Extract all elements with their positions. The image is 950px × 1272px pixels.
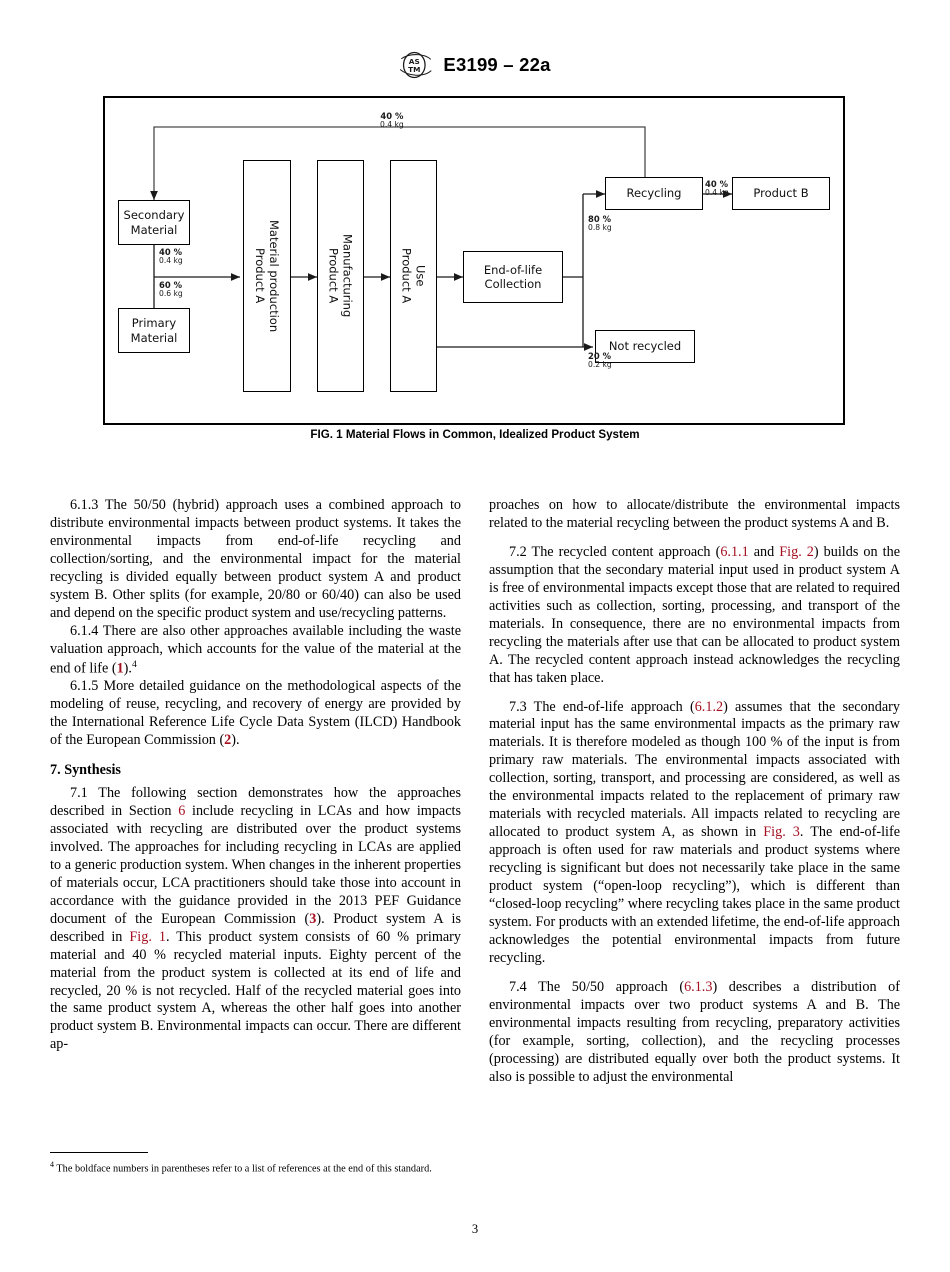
svg-text:TM: TM bbox=[408, 64, 421, 74]
to-not-recycled-kg: 0.2 kg bbox=[588, 360, 612, 370]
reference-link-fig-2[interactable]: Fig. 2 bbox=[779, 543, 814, 560]
flow-label-to-recycling bbox=[588, 215, 612, 233]
paragraph-7-3-text-c: . The end-of-life approach is often used for raw materials and product systems where recycling is significant but does not necessarily take place in the same product system (“open-loop recycling”), which is different than “closed-loop recycling” where recycling takes place in the same product system. For products with an extended lifetime, the end-of-life approach acknowledges the potential environmental impacts from future recycling. bbox=[489, 824, 900, 966]
reference-link-section-6[interactable]: 6 bbox=[178, 802, 186, 819]
reference-link-1[interactable]: 1 bbox=[116, 660, 124, 677]
loop-back-kg: 0.4 kg bbox=[380, 120, 404, 130]
paragraph-6-1-4 bbox=[50, 623, 461, 679]
use-line1: Use bbox=[413, 265, 428, 287]
paragraph-7-1-text-c: ). Product system A is described in bbox=[50, 910, 461, 945]
figure-1-caption: FIG. 1 Material Flows in Common, Idealized Product System bbox=[310, 428, 640, 441]
node-use bbox=[390, 160, 437, 392]
paragraph-7-1-text-d: . This product system consists of 60 % primary material and 40 % recycled material inputs. Eighty percent of the material from the product system is collected at its end of life and recycled, 20 % is not recycled. Half of the recycled material goes into the same product system A, whereas the other half goes into another product system B. Environmental impacts can occur. There are different ap- bbox=[50, 928, 461, 1053]
material-production-line2: Product A bbox=[253, 248, 267, 304]
secondary-material-line2: Material bbox=[130, 222, 178, 237]
recycling-to-b-pct: 40 % bbox=[705, 179, 728, 189]
primary-material-line2: Material bbox=[130, 330, 178, 345]
reference-link-6-1-3[interactable]: 6.1.3 bbox=[684, 978, 713, 995]
recycling-to-b-kg: 0.4 kg bbox=[705, 188, 729, 198]
flow-label-recycling-to-product-b bbox=[705, 180, 729, 198]
document-header bbox=[0, 50, 950, 80]
paragraph-7-2-text-a: 7.2 The recycled content approach ( bbox=[509, 543, 721, 560]
svg-text:AS: AS bbox=[409, 56, 421, 66]
secondary-material-line1: Secondary bbox=[123, 208, 185, 223]
secondary-in-kg: 0.4 kg bbox=[159, 256, 183, 266]
paragraph-6-1-5-text-b: ). bbox=[231, 732, 240, 749]
paragraph-7-1 bbox=[50, 785, 461, 1054]
manufacturing-line2: Product A bbox=[326, 248, 341, 304]
paragraph-6-1-4-text-a: 6.1.4 There are also other approaches available including the waste valuation approach, which accounts for the value of the material at the end of life ( bbox=[50, 622, 461, 677]
manufacturing-line1: Manufacturing bbox=[340, 234, 355, 318]
paragraph-7-4 bbox=[489, 979, 900, 1087]
paragraph-7-4-text-b: ) describes a distribution of environmental impacts over two product systems A and B. The environmental impacts resulting from recycling, preparatory activities (for example, sorting, collection), and the recycling processes (processing) are distributed equally over both the product systems. It also is possible to adjust the environmental bbox=[489, 978, 900, 1085]
secondary-in-pct: 40 % bbox=[159, 247, 182, 257]
footnote-divider bbox=[50, 1152, 148, 1153]
node-recycling bbox=[605, 177, 703, 210]
primary-material-line1: Primary bbox=[131, 316, 177, 331]
paragraph-7-2 bbox=[489, 544, 900, 688]
eol-line2: Collection bbox=[484, 277, 542, 291]
body-right-column bbox=[489, 497, 900, 1087]
loop-back-pct: 40 % bbox=[380, 111, 404, 121]
product-b-label: Product B bbox=[753, 186, 809, 201]
footnote-text: The boldface numbers in parentheses refer to a list of references at the end of this standard. bbox=[54, 1163, 432, 1175]
node-product-b bbox=[732, 177, 830, 210]
paragraph-7-3-text-b: ) assumes that the secondary material input has the same environmental impacts as the primary raw materials. It is therefore modeled as though 100 % of the input is from primary raw materials. The environmental impacts associated with collection, sorting, transport, and processing are considered, as well as the environmental impacts related to the replacement of primary raw materials with recycled materials. All impacts related to recycling are allocated to product system A, as shown in bbox=[489, 698, 900, 841]
reference-link-2[interactable]: 2 bbox=[224, 732, 232, 749]
flow-label-primary-input bbox=[159, 281, 183, 299]
primary-in-pct: 60 % bbox=[159, 280, 182, 290]
paragraph-6-1-5 bbox=[50, 678, 461, 750]
primary-in-kg: 0.6 kg bbox=[159, 289, 183, 299]
node-manufacturing bbox=[317, 160, 364, 392]
flow-label-secondary-input bbox=[159, 248, 183, 266]
flow-label-to-not-recycled bbox=[588, 352, 612, 370]
paragraph-7-2-text-b: ) builds on the assumption that the secondary material input used in product system A is free of environmental impacts except those that are related to required activities such as collection, sorting, processing, and transport of the materials. In consequence, there are no environmental impacts from recycling the materials after use that can be allocated to product system A. The recycled content approach instead acknowledges the recycling that has taken place. bbox=[489, 543, 900, 686]
paragraph-7-1-text-b: include recycling in LCAs and how impacts associated with recycling are distributed over the product systems involved. The approaches for including recycling in LCAs are applied to a generic production system. When changes in the inherent properties of materials occur, LCA practitioners should take those into account in accordance with the guidance provided in the 2013 PEF Guidance document of the European Commission ( bbox=[50, 802, 461, 927]
paragraph-7-4-text-a: 7.4 The 50/50 approach ( bbox=[509, 978, 685, 995]
to-recycling-kg: 0.8 kg bbox=[588, 223, 612, 233]
astm-logo-icon bbox=[399, 50, 433, 80]
flow-label-loop-back bbox=[380, 112, 404, 130]
paragraph-7-1-continued bbox=[489, 497, 900, 533]
footnote-number: 4 bbox=[50, 1160, 54, 1169]
paragraph-6-1-3 bbox=[50, 497, 461, 623]
to-recycling-pct: 80 % bbox=[588, 214, 611, 224]
paragraph-6-1-4-text-b: ). bbox=[123, 660, 132, 677]
not-recycled-label: Not recycled bbox=[608, 339, 682, 354]
paragraph-6-1-5-text-a: 6.1.5 More detailed guidance on the methodological aspects of the modeling of reuse, recycling, and recovery of energy are provided by the International Reference Life Cycle Data System (ILCD) Handbook of the European Commission ( bbox=[50, 678, 461, 749]
paragraph-7-3-text-a: 7.3 The end-of-life approach ( bbox=[509, 698, 695, 715]
reference-link-3[interactable]: 3 bbox=[309, 910, 317, 927]
paragraph-7-3 bbox=[489, 699, 900, 968]
page-number: 3 bbox=[471, 1222, 479, 1236]
paragraph-7-1-text-a: 7.1 The following section demonstrates how the approaches described in Section bbox=[50, 785, 461, 819]
footnote-4 bbox=[50, 1160, 461, 1176]
footnote-marker-4[interactable]: 4 bbox=[131, 658, 137, 670]
body-left-column bbox=[50, 497, 461, 1054]
node-primary-material bbox=[118, 308, 190, 353]
figure-1-frame bbox=[103, 96, 845, 425]
standard-designation: E3199 – 22a bbox=[443, 54, 551, 75]
use-line2: Product A bbox=[399, 248, 414, 304]
paragraph-6-1-3-text: 6.1.3 The 50/50 (hybrid) approach uses a combined approach to distribute environmental impacts between product systems. It takes the environmental impacts from end-of-life recycling and collection/sorting, and the environmental impact for the material recycling is divided equally between product system A and product system B. Other splits (for example, 20/80 or 60/40) can also be used and depend on the specific product system and use/recycling patterns. bbox=[50, 497, 461, 621]
to-not-recycled-pct: 20 % bbox=[588, 351, 611, 361]
paragraph-7-2-text-mid: and bbox=[748, 543, 780, 560]
recycling-label: Recycling bbox=[626, 186, 682, 201]
paragraph-7-1-continued-text: proaches on how to allocate/distribute the environmental impacts related to the material recycling between the product systems A and B. bbox=[489, 497, 900, 531]
reference-link-fig-3[interactable]: Fig. 3 bbox=[763, 824, 800, 841]
node-secondary-material bbox=[118, 200, 190, 245]
reference-link-6-1-2[interactable]: 6.1.2 bbox=[694, 698, 724, 715]
material-production-line1: Material production bbox=[267, 219, 282, 333]
eol-line1: End-of-life bbox=[483, 262, 543, 277]
reference-link-fig-1[interactable]: Fig. 1 bbox=[129, 928, 166, 945]
node-material-production bbox=[243, 160, 291, 392]
node-end-of-life-collection bbox=[463, 251, 563, 303]
reference-link-6-1-1[interactable]: 6.1.1 bbox=[720, 543, 749, 560]
section-heading-7: 7. Synthesis bbox=[50, 762, 121, 779]
